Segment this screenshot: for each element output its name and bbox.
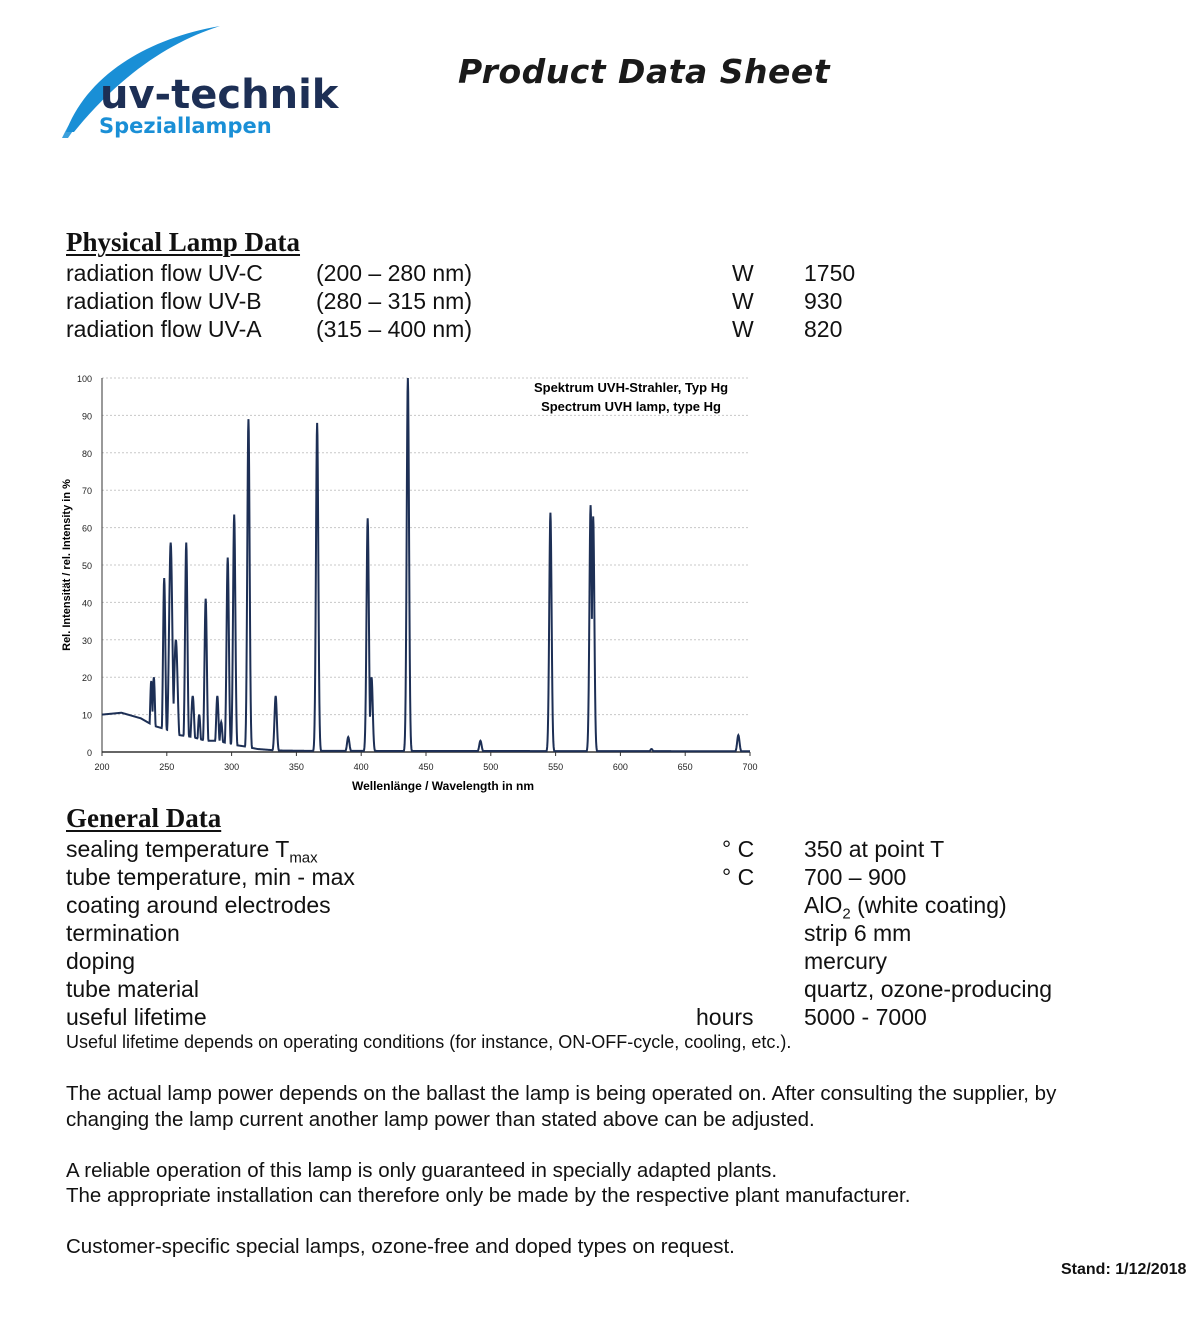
- row-value: 1750: [804, 260, 856, 286]
- y-tick-label: 90: [81, 411, 92, 422]
- row-range: (280 – 315 nm): [316, 288, 472, 314]
- row-label: radiation flow UV-B: [66, 288, 262, 314]
- y-tick-label: 100: [76, 374, 92, 384]
- y-tick-label: 50: [81, 561, 92, 571]
- lifetime-note: Useful lifetime depends on operating conditions (for instance, ON-OFF-cycle, cooling, etc.).: [66, 1032, 792, 1052]
- row-label: coating around electrodes: [66, 892, 331, 918]
- row-unit: ° C: [722, 864, 755, 890]
- logo-wordmark: uv-technik: [100, 72, 339, 118]
- y-tick-label: 60: [81, 523, 92, 534]
- page-title: Product Data Sheet: [458, 52, 831, 91]
- paragraph-special-lamps: Customer-specific special lamps, ozone-free and doped types on request.: [66, 1235, 735, 1258]
- x-tick-label: 650: [677, 762, 693, 772]
- row-label: radiation flow UV-A: [66, 316, 262, 342]
- paragraph-operation-line2: The appropriate installation can therefore only be made by the respective plant manufacturer.: [66, 1184, 911, 1207]
- row-range: (315 – 400 nm): [316, 316, 472, 342]
- x-tick-label: 550: [548, 762, 564, 772]
- row-unit: W: [732, 288, 754, 314]
- row-value: 700 – 900: [804, 864, 907, 890]
- row-label: tube material: [66, 976, 199, 1002]
- y-tick-label: 80: [81, 448, 92, 459]
- logo-subtitle: Speziallampen: [99, 114, 272, 138]
- y-tick-label: 30: [81, 635, 92, 646]
- x-axis-label: Wellenlänge / Wavelength in nm: [351, 779, 535, 793]
- row-unit: ° C: [722, 836, 755, 862]
- row-value: quartz, ozone-producing: [804, 976, 1053, 1002]
- chart-grid: [102, 378, 750, 715]
- row-unit: W: [732, 260, 754, 286]
- row-range: (200 – 280 nm): [316, 260, 472, 286]
- general-row-coating: [66, 891, 1126, 923]
- row-value: AlO$_2$ (white coating): [804, 892, 1007, 923]
- x-tick-label: 250: [159, 762, 175, 772]
- general-row-tube-material: [66, 975, 1126, 1003]
- physical-row-uva: [66, 315, 966, 343]
- x-tick-label: 700: [742, 762, 758, 772]
- physical-row-uvc: [66, 259, 966, 287]
- x-tick-label: 350: [288, 762, 304, 772]
- tmax-subscript: max: [289, 849, 318, 867]
- x-tick-label: 300: [224, 762, 240, 772]
- row-value: mercury: [804, 948, 888, 974]
- row-label: doping: [66, 948, 136, 974]
- paragraph-ballast-line2: changing the lamp current another lamp power than stated above can be adjusted.: [66, 1108, 815, 1131]
- row-label: useful lifetime: [66, 1004, 207, 1030]
- x-tick-label: 400: [353, 762, 369, 772]
- row-value: 5000 - 7000: [804, 1004, 927, 1030]
- x-tick-label: 600: [612, 762, 628, 772]
- y-tick-label: 40: [81, 598, 92, 609]
- general-row-tube-temp: [66, 863, 1126, 891]
- y-tick-labels: [77, 374, 92, 758]
- general-row-lifetime: [66, 1003, 1126, 1031]
- row-label: sealing temperature $T_{max}$: [66, 836, 318, 867]
- row-label: termination: [66, 920, 180, 946]
- chart-title: Spektrum UVH-Strahler, Typ Hg: [533, 380, 729, 395]
- physical-row-uvb: [66, 287, 966, 315]
- general-data-heading: General Data: [66, 803, 222, 833]
- paragraph-operation-line1: A reliable operation of this lamp is only guaranteed in specially adapted plants.: [66, 1159, 778, 1182]
- row-value: 820: [804, 316, 843, 342]
- uv-technik-logo: [60, 20, 360, 150]
- y-tick-label: 0: [86, 748, 92, 758]
- x-tick-labels: [94, 762, 757, 772]
- chart-subtitle: Spectrum UVH lamp, type Hg: [541, 399, 721, 414]
- row-label: tube temperature, min - max: [66, 864, 355, 890]
- physical-data-heading: Physical Lamp Data: [66, 227, 301, 257]
- chart-axes: [102, 378, 750, 756]
- row-value: 350 at point T: [804, 836, 945, 862]
- x-tick-label: 450: [418, 762, 434, 772]
- y-axis-label: Rel. Intensität / rel. Intensity in %: [61, 479, 73, 651]
- row-unit: W: [732, 316, 754, 342]
- row-value: 930: [804, 288, 843, 314]
- general-row-sealing: [66, 835, 1126, 867]
- row-unit: hours: [696, 1004, 754, 1030]
- y-tick-label: 70: [81, 486, 92, 497]
- paragraph-ballast-line1: The actual lamp power depends on the ballast the lamp is being operated on. After consulting the supplier, by: [66, 1082, 1057, 1105]
- spectrum-chart: [55, 365, 770, 795]
- row-label: radiation flow UV-C: [66, 260, 263, 286]
- y-tick-label: 10: [81, 710, 92, 721]
- general-row-termination: [66, 919, 1126, 947]
- x-tick-label: 200: [94, 762, 110, 772]
- stand-date: Stand: 1/12/2018: [1061, 1261, 1187, 1278]
- row-value: strip 6 mm: [804, 920, 912, 946]
- general-row-doping: [66, 947, 1126, 975]
- x-tick-label: 500: [483, 762, 499, 772]
- y-tick-label: 20: [81, 673, 92, 684]
